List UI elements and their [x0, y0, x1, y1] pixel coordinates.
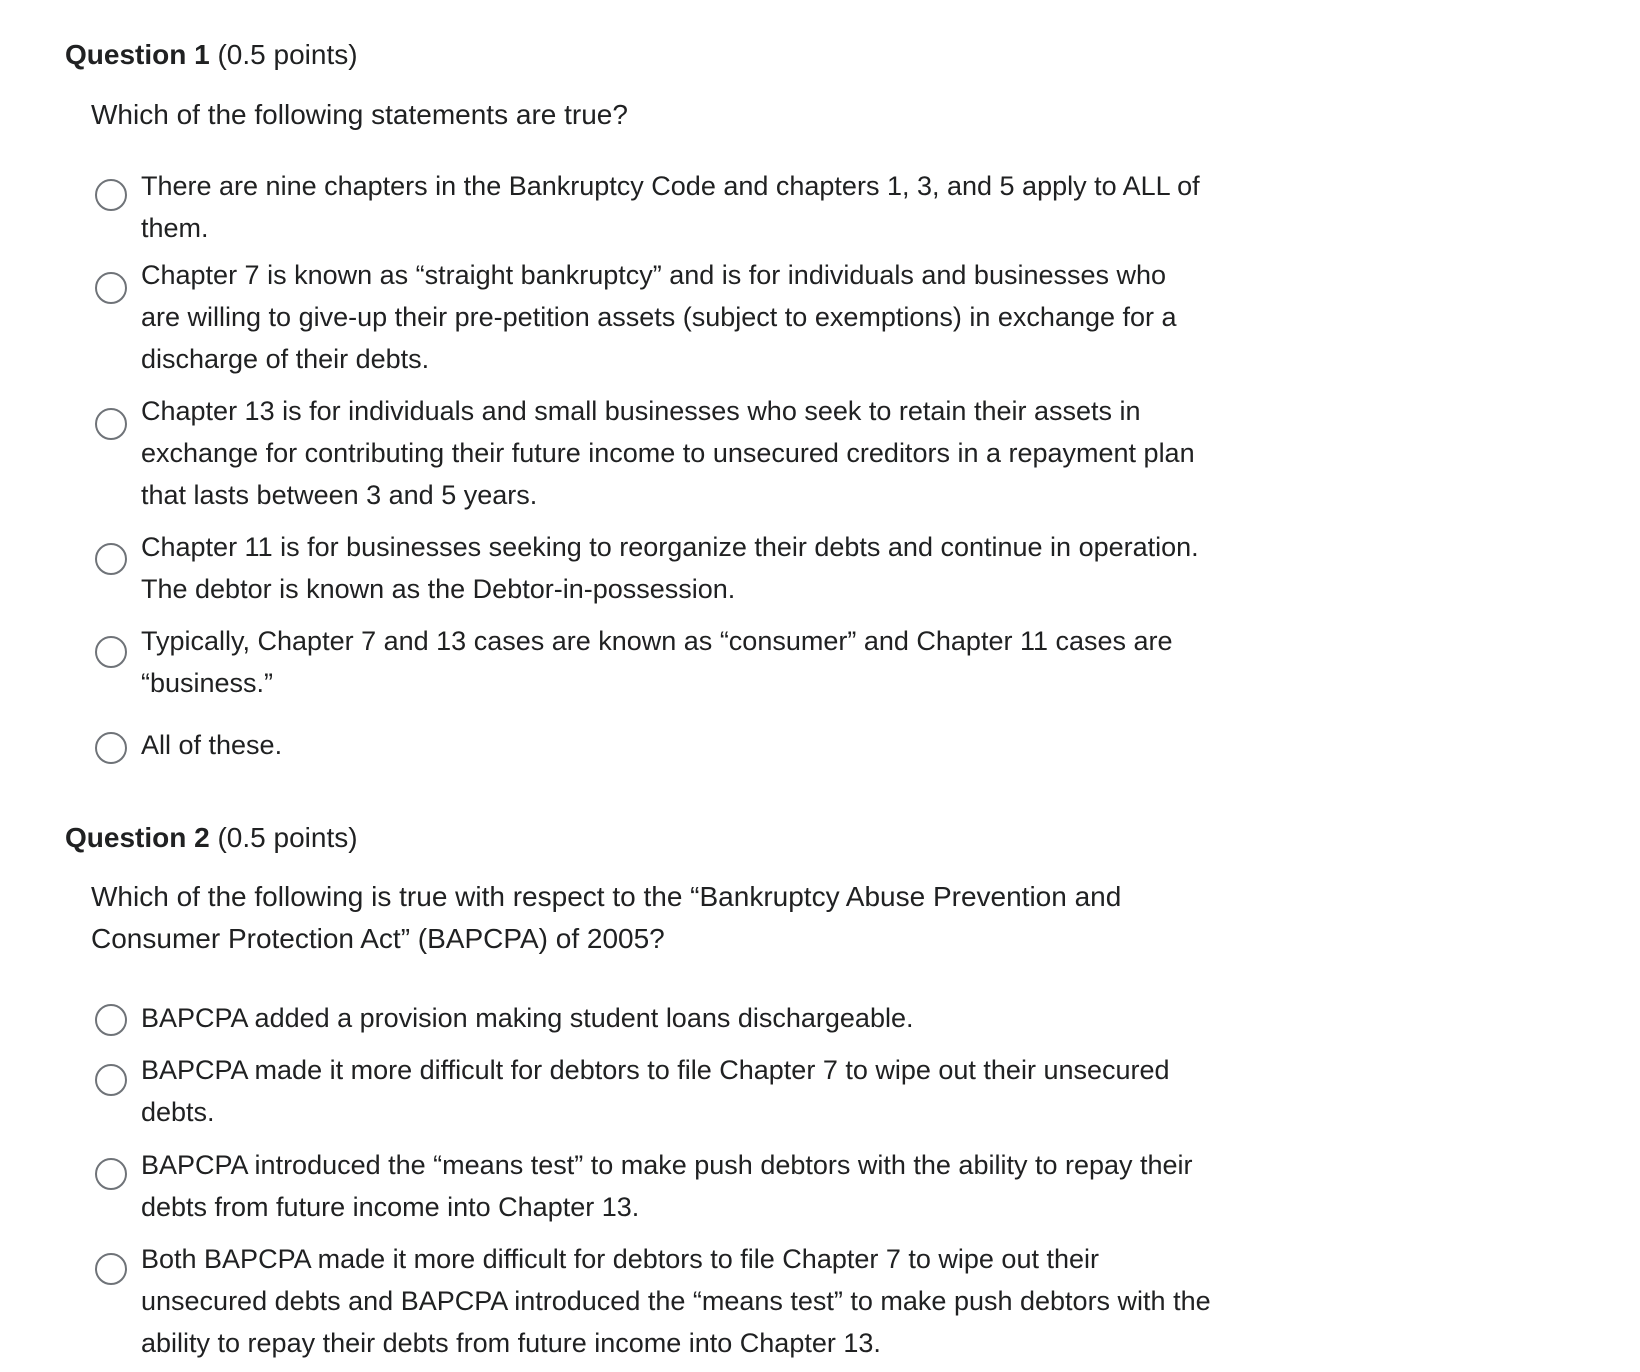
radio-button-icon[interactable] — [95, 408, 127, 440]
answer-choice-label: BAPCPA added a provision making student loans dischargeable. — [141, 1003, 914, 1033]
answer-choice-label: There are nine chapters in the Bankruptcy Code and chapters 1, 3, and 5 apply to ALL of them. — [141, 171, 1200, 243]
question-points: (0.5 points) — [217, 39, 358, 70]
answer-choice-label: BAPCPA introduced the “means test” to make push debtors with the ability to repay their debts from future income into Chapter 13. — [141, 1150, 1193, 1222]
answer-choice-label: Both BAPCPA made it more difficult for debtors to file Chapter 7 to wipe out their unsecured debts and BAPCPA introduced the “means test” to make push debtors with the ability to repay their debts from future income into Chapter 13. — [141, 1244, 1211, 1358]
radio-button-icon[interactable] — [95, 1064, 127, 1096]
radio-button-icon[interactable] — [95, 1253, 127, 1285]
question-prompt: Which of the following is true with respect to the “Bankruptcy Abuse Prevention and Consumer Protection Act” (BAPCPA) of 2005? — [91, 881, 1122, 954]
radio-button-icon[interactable] — [95, 272, 127, 304]
answer-choice-label: Chapter 7 is known as “straight bankruptcy” and is for individuals and businesses who are willing to give-up their pre-petition assets (subject to exemptions) in exchange for a discharge of their debts. — [141, 260, 1177, 374]
radio-button-icon[interactable] — [95, 1004, 127, 1036]
radio-button-icon[interactable] — [95, 543, 127, 575]
radio-button-icon[interactable] — [95, 636, 127, 668]
radio-button-icon[interactable] — [95, 732, 127, 764]
answer-choice-label: BAPCPA made it more difficult for debtors to file Chapter 7 to wipe out their unsecured debts. — [141, 1055, 1170, 1127]
radio-button-icon[interactable] — [95, 1158, 127, 1190]
question-prompt: Which of the following statements are true? — [91, 99, 628, 130]
radio-button-icon[interactable] — [95, 179, 127, 211]
question-title: Question 2 — [65, 822, 210, 853]
question-title: Question 1 — [65, 39, 210, 70]
answer-choice-label: All of these. — [141, 730, 283, 760]
answer-choice-label: Chapter 11 is for businesses seeking to reorganize their debts and continue in operation. The debtor is known as the Debtor-in-possession. — [141, 532, 1199, 604]
question-points: (0.5 points) — [217, 822, 358, 853]
answer-choice-label: Chapter 13 is for individuals and small businesses who seek to retain their assets in exchange for contributing their future income to unsecured creditors in a repayment plan that lasts between 3 and 5 years. — [141, 396, 1195, 510]
question-heading — [65, 821, 358, 855]
question-heading — [65, 38, 358, 72]
answer-choice-label: Typically, Chapter 7 and 13 cases are known as “consumer” and Chapter 11 cases are “business.” — [141, 626, 1173, 698]
